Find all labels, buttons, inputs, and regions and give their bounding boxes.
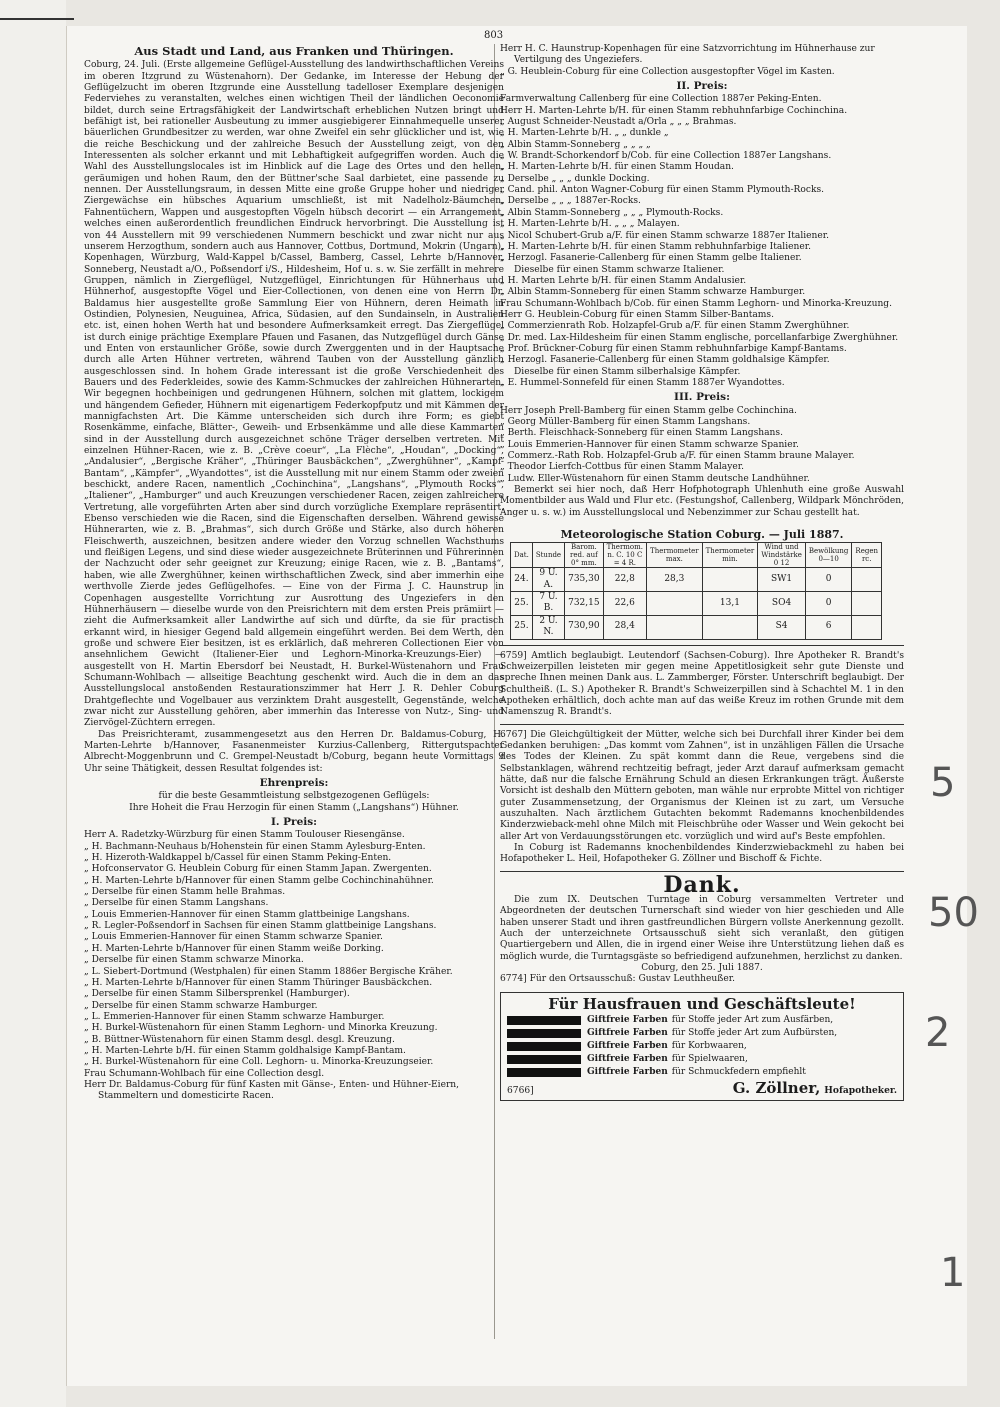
table-cell: 28,4	[603, 615, 646, 639]
prize2-heading: II. Preis:	[676, 80, 728, 93]
table-cell: 2 U. N.	[532, 615, 564, 639]
list-item: „ Albin Stamm-Sonneberg „ „ „ Plymouth-Rocks.	[500, 207, 724, 218]
list-item: „ H. Marten-Lehrte b/H. für einen Stamm rebhuhnfarbige Italiener.	[500, 241, 811, 252]
list-item: „ August Schneider-Neustadt a/Orla „ „ „ Brahmas.	[500, 117, 737, 128]
list-item: „ L. Emmerien-Hannover für einen Stamm schwarze Hamburger.	[84, 1011, 385, 1022]
list-item: „ Georg Müller-Bamberg für einen Stamm Langshans.	[500, 417, 751, 427]
page-edge	[0, 0, 66, 1407]
list-item: „ L. Siebert-Dortmund (Westphalen) für einen Stamm 1886er Bergische Kräher.	[84, 966, 453, 977]
table-cell: 28,3	[647, 568, 703, 592]
list-item: Frau Schumann-Wohlbach für eine Collection desgl.	[84, 1068, 325, 1079]
list-item: „ H. Bachmann-Neuhaus b/Hohenstein für einen Stamm Aylesburg-Enten.	[84, 841, 426, 852]
table-row	[511, 568, 882, 592]
list-item: „ H. Hizeroth-Waldkappel b/Cassel für einen Stamm Peking-Enten.	[84, 853, 392, 864]
column-header: Thermom. n. C. 10 C = 4 R.	[603, 543, 646, 568]
table-cell	[647, 592, 703, 616]
table-row	[511, 615, 882, 639]
prize2-list	[500, 94, 904, 389]
pencil-marginalia: 50	[928, 890, 979, 936]
list-item: „ H. Burkel-Wüstenahorn für eine Coll. Leghorn- u. Minorka-Kreuzungseier.	[84, 1057, 434, 1068]
page-edge-line	[0, 18, 74, 20]
table-cell: 6	[805, 615, 852, 639]
article-paragraph: Das Preisrichteramt, zusammengesetzt aus den Herren Dr. Baldamus-Coburg, H. Marten-Lehrte b/Hannover, Fasanenmeister Kurzius-Callenberg, Rittergutspachter Albrecht-Moggenbrunn und C. Grempel-Neustadt b/Coburg, begann heute Vormittags 9 Uhr seine Thätigkeit, dessen Resultat folgendes ist:	[84, 729, 504, 774]
left-column	[84, 44, 504, 1103]
column-header: Regen rc.	[852, 543, 882, 568]
prize3-list	[500, 406, 904, 485]
list-item: „ Nicol Schubert-Grub a/F. für einen Stamm schwarze 1887er Italiener.	[500, 230, 830, 241]
table-cell: 735,30	[565, 568, 604, 592]
prize1-list	[84, 830, 504, 1102]
list-item: Herr Dr. Baldamus-Coburg für fünf Kasten mit Gänse-, Enten- und Hühner-Eiern, Stammeltern und domesticirte Racen.	[84, 1079, 460, 1102]
ehrenpreis-line: Ihre Hoheit die Frau Herzogin für einen Stamm („Langshans“) Hühner.	[129, 802, 459, 813]
table-cell: SO4	[758, 592, 806, 616]
black-bar-ornament	[507, 1029, 581, 1038]
ehrenpreis-heading: Ehrenpreis:	[259, 777, 329, 789]
black-bar-ornament	[507, 1068, 581, 1077]
list-item: „ H. Marten-Lehrte b/H. für einen Stamm Houdan.	[500, 162, 734, 173]
weather-station-title: Meteorologische Station Coburg. — Juli 1887.	[560, 528, 844, 542]
table-cell	[852, 568, 882, 592]
table-cell: 732,15	[565, 592, 604, 616]
list-item: „ Derselbe „ „ „ dunkle Docking.	[500, 173, 650, 184]
list-item: Dieselbe für einen Stamm silberhalsige Kämpfer.	[514, 366, 741, 377]
dank-title: Dank.	[663, 871, 741, 898]
ad-brandt: 6759] Amtlich beglaubigt. Leutendorf (Sachsen-Coburg). Ihre Apotheker R. Brandt's Schweizerpillen leisteten mir gegen meine Appetitlosigkeit sehr gute Dienste und spreche Ihnen meinen Dank aus. L. Zammberger, Förster. Unterschrift beglaubigt. Der Schultheiß. (L. S.) Apotheker R. Brandt's Schweizerpillen sind à Schachtel M. 1 in den Apotheken erhältlich, doch achte man auf das weiße Kreuz im rothen Grunde mit dem Namenszug R. Brandt's.	[500, 650, 904, 718]
list-item: „ Albin Stamm-Sonneberg „ „ „ „	[500, 139, 651, 150]
list-item: „ Berth. Fleischhack-Sonneberg für einen Stamm Langshans.	[500, 428, 783, 439]
list-item: Frau Schumann-Wohlbach b/Cob. für einen Stamm Leghorn- und Minorka-Kreuzung.	[500, 298, 893, 309]
list-item: „ H. Marten-Lehrte b/Hannover für einen Stamm Thüringer Bausbäckchen.	[84, 977, 433, 988]
column-header: Bewölkung 0—10	[805, 543, 852, 568]
table-cell: 22,6	[603, 592, 646, 616]
column-header: Wind und Windstärke 0 12	[758, 543, 806, 568]
column-header: Dat.	[511, 543, 533, 568]
black-bar-ornament	[507, 1016, 581, 1025]
list-item: „ Commerzienrath Rob. Holzapfel-Grub a/F. für einen Stamm Zwerghühner.	[500, 321, 850, 332]
table-cell: 7 U. B.	[532, 592, 564, 616]
table-cell: 24.	[511, 568, 533, 592]
table-cell	[647, 615, 703, 639]
list-item: Herr G. Heublein-Coburg für einen Stamm Silber-Bantams.	[500, 309, 774, 320]
column-header: Barom. red. auf 0° mm.	[565, 543, 604, 568]
list-item: „ H. Marten-Lehrte b/H. „ „ „ Malayen.	[500, 219, 680, 230]
list-item: „ Prof. Brückner-Coburg für einen Stamm rebhuhnfarbige Kampf-Bantams.	[500, 343, 847, 354]
ad-vendor-role: Hofapotheker.	[824, 1085, 897, 1097]
list-item: Herr A. Radetzky-Würzburg für einen Stamm Toulouser Riesengänse.	[84, 830, 405, 841]
article-paragraph: Coburg, 24. Juli. (Erste allgemeine Geflügel-Ausstellung des landwirthschaftlichen Vereins im oberen Itzgrund zu Wüstenahorn). Der Gedanke, im Interesse der Hebung der Geflügelzucht im oberen Itzgrunde eine Ausstellung tadelloser Exemplare desjenigen Federviehes zu veranstalten, welches einen wichtigen Theil der ländlichen Oeconomie bildet, durch seine Ertragsfähigkeit der Landwirtschaft erheblichen Nutzen bringt und befähigt ist, bei rationeller Ausbeutung zu immer ausgiebigerer Einnahmequelle unserer bäuerlichen Grundbesitzer zu werden, war ohne Zweifel ein sehr glücklicher und ist, wie die reiche Beschickung und der zahlreiche Besuch der Ausstellung zeigt, von den Interessenten als solcher erkannt und mit Lebhaftigkeit aufgegriffen worden. Auch die Wahl des Ausstellungslocales ist im Hinblick auf die Lage des Ortes und den hellen, geräumigen und hohen Raum, den der Büttner'sche Saal darbietet, eine passende zu nennen. Der Ausstellungsraum, in dessen Mitte eine große Gruppe hoher und niedriger Ziergewächse ein hübsches Aquarium umschließt, ist mit Nadelholz-Bäumchen, Fahnentüchern, Wappen und ausgestopften Vögeln hübsch decorirt — ein Arrangement, welches einen außerordentlich freundlichen Eindruck hervorbringt. Die Ausstellung ist von 44 Ausstellern mit 99 verschiedenen Nummern beschickt und zwar nicht nur aus unserem Herzogthum, sondern auch aus Hannover, Cottbus, Dortmund, Mokrin (Ungarn), Kopenhagen, Würzburg, Wald-Kappel b/Cassel, Bamberg, Cassel, Lehrte b/Hannover, Sonneberg, Neustadt a/O., Poßsendorf i/S., Hildesheim, Hof u. s. w. Sie zerfällt in mehrere Gruppen, nämlich in Ziergeflügel, Nutzgeflügel, Einrichtungen für Hühnerhaus und Hühnerhof, ausgestopfte Vögel und Eier-Collectionen, von denen eine von Herrn Dr. Baldamus hier ausgestellte große Sammlung Eier von Hühnern, deren Heimath in Ostindien, Polynesien, Neuguinea, Africa, Südasien, auf den Sundainseln, in Australien etc. ist, einen hohen Werth hat und besondere Aufmerksamkeit erregt. Das Ziergeflügel ist durch einige prächtige Exemplare Pfauen und Fasanen, das Nutzgeflügel durch Gänse und Enten von erstaunlicher Größe, sowie durch Zwerggenten und in der Hauptsache durch alle Arten Hühner vertreten, während Tauben von der Ausstellung gänzlich ausgeschlossen sind. In hohem Grade interessant ist die große Verschiedenheit des Bauers und des Federkleides, sowie des Kamm-Schmuckes der zahlreichen Hühnerarten. Wir begegnen hochbeinigen und gedrungenen Hühnern, solchen mit glattem, lockigem und hängendem Gefieder, Hühnern mit eigenartigem Federkopfputz und mit Kämmen der mannigfachsten Art. Die Kämme unterscheiden sich durch ihre Form; es giebt Rosenkämme, einfache, Blätter-, Geweih- und Erbsenkämme und alle diese Kammarten sind in der Ausstellung durch ausgezeichnet schöne Träger derselben vertreten. Mit einzelnen Hühner-Racen, wie z. B. „Crève coeur“, „La Flèche“, „Houdan“, „Docking“, „Andalusier“, „Bergische Kräher“, „Thüringer Bausbäckchen“, „Zwerghühner“, „Kampf-Bantam“, „Kämpfer“, „Wyandottes“, ist die Ausstellung mit nur einem Stamm oder zweien beschickt, andere Racen, namentlich „Cochinchina“, „Langshans“, „Plymouth Rocks“, „Italiener“, „Hamburger“ und auch Kreuzungen verschiedener Racen, zeigen zahlreichere Vertretung, alle vorgeführten Arten aber sind durch vorzügliche Exemplare repräsentirt. Ebenso verschieden wie die Racen, sind die Eigenschaften derselben. Während gewisse Hühnerarten, wie z. B. „Brahmas“, sich durch Größe und Stärke, also durch höheren Fleischwerth, auszeichnen, besitzen andere wieder den Vorzug schnellen Wachsthums und fleißigen Legens, und sind diese wieder ausgezeichnete Brüterinnen und Führerinnen der Nachzucht oder sehr geeignet zur Kreuzung; einige Racen, wie z. B. „Bantams“, haben, wie alle Zwerghühner, keinen wirthschaftlichen Zweck, sind aber immerhin eine werthvolle Zierde jedes Geflügelhofes. — Eine von der Firma J. C. Haunstrup in Copenhagen ausgestellte Vorrichtung zur Ausrottung des Ungeziefers in den Hühnerhäusern — dieselbe wurde von den Preisrichtern mit dem ersten Preis prämiirt — zieht die Aufmerksamkeit aller Landwirthe auf sich und dürfte, da sie für practisch erkannt wird, in hiesiger Gegend bald allgemein eingeführt werden. Bei dem Werth, den große und schwere Eier besitzen, ist es erklärlich, daß mehreren Collectionen Eier von ansehnlichem Gewicht (Italiener-Eier und Leghorn-Minorka-Kreuzungs-Eier) — ausgestellt von H. Martin Ebersdorf bei Neustadt, H. Burkel-Wüstenahorn und Frau Schumann-Wohlbach — allseitige Beachtung geschenkt wird. Auch die in dem an das Ausstellungslocal anstoßenden Restaurationszimmer hat Herr J. R. Dehler Coburg Drahtgeflechte und Vogelbauer aus verzinktem Draht ausgestellt, Gegenstände, welche zwar nicht zur Ausstellung gehören, aber immerhin das Interesse von Nutz-, Sing- und Ziervögel-Züchtern erregen.	[84, 60, 504, 729]
dank-text: Die zum IX. Deutschen Turntage in Coburg versammelten Vertreter und Abgeordneten der deutschen Turnerschaft sind wieder von hier geschieden und Alle haben unserer Stadt und ihren gastfreundlichen Bürgern vollste Anerkennung gezollt. Auch der unterzeichnete Ortsausschuß sieht sich veranlaßt, den gütigen Quartiergebern und Allen, die in irgend einer Weise ihre Unterstützung liehen daß es möglich wurde, die Turntagsgäste so befriedigend aufzunehmen, herzlichst zu danken.	[500, 895, 904, 962]
list-item: „ Cand. phil. Anton Wagner-Coburg für einen Stamm Plymouth-Rocks.	[500, 185, 825, 196]
table-cell: S4	[758, 615, 806, 639]
list-item: „ H. Burkel-Wüstenahorn für einen Stamm Leghorn- und Minorka Kreuzung.	[84, 1023, 438, 1034]
prize3-heading: III. Preis:	[674, 391, 730, 404]
list-item: „ Commerz.-Rath Rob. Holzapfel-Grub a/F. für einen Stamm braune Malayer.	[500, 451, 855, 462]
ad-row: Giftfreie Farben für Stoffe jeder Art zum Ausfärben,	[507, 1014, 897, 1027]
table-cell: 730,90	[565, 615, 604, 639]
column-header: Thermometer max.	[647, 543, 703, 568]
ad-row: Giftfreie Farben für Korbwaaren,	[507, 1040, 897, 1053]
list-item: „ Louis Emmerien-Hannover für einen Stamm glattbeinige Langshans.	[84, 909, 410, 920]
list-item: „ Herzogl. Fasanerie-Callenberg für einen Stamm gelbe Italiener.	[500, 253, 802, 264]
table-row	[511, 592, 882, 616]
table-cell: 0	[805, 592, 852, 616]
table-header-row	[511, 543, 882, 568]
list-item: „ H. Marten-Lehrte b/H. für einen Stamm goldhalsige Kampf-Bantam.	[84, 1045, 406, 1056]
list-item: „ B. Büttner-Wüstenahorn für einen Stamm desgl. desgl. Kreuzung.	[84, 1034, 395, 1045]
list-item: „ Derselbe für einen Stamm Silbersprenkel (Hamburger).	[84, 989, 350, 1000]
list-item: „ Dr. med. Lax-Hildesheim für einen Stamm englische, porcellanfarbige Zwerghühner.	[500, 332, 899, 343]
list-item: „ H. Marten-Lehrte b/Hannover für einen Stamm weiße Dorking.	[84, 943, 384, 954]
table-cell: 9 U. A.	[532, 568, 564, 592]
column-header: Thermometer min.	[702, 543, 758, 568]
table-cell	[702, 615, 758, 639]
list-item: „ Louis Emmerien-Hannover für einen Stamm schwarze Spanier.	[500, 439, 799, 450]
list-item: „ R. Legler-Poßsendorf in Sachsen für einen Stamm glattbeinige Langshans.	[84, 921, 437, 932]
list-item: „ Herzogl. Fasanerie-Callenberg für einen Stamm goldhalsige Kämpfer.	[500, 355, 830, 366]
separator-rule	[500, 724, 904, 725]
table-cell: 22,8	[603, 568, 646, 592]
table-cell	[852, 615, 882, 639]
closing-paragraph: Bemerkt sei hier noch, daß Herr Hofphotograph Uhlenhuth eine große Auswahl Momentbilder aus Wald und Flur etc. (Festungshof, Callenberg, Wildpark Mönchröden, Anger u. s. w.) im Ausstellungslocal und Nebenzimmer zur Schau gestellt hat.	[500, 485, 904, 518]
weather-table	[510, 542, 882, 639]
list-item: Farmverwaltung Callenberg für eine Collection 1887er Peking-Enten.	[500, 94, 822, 105]
section-heading: Aus Stadt und Land, aus Franken und Thüringen.	[134, 44, 454, 58]
list-item: Herr H. C. Haunstrup-Kopenhagen für eine Satzvorrichtung im Hühnerhause zur Vertilgung des Ungeziefers.	[500, 44, 875, 66]
right-column	[500, 44, 904, 1101]
table-cell	[702, 568, 758, 592]
list-item: Herr Joseph Prell-Bamberg für einen Stamm gelbe Cochinchina.	[500, 405, 797, 416]
ad-rademann-vendors: In Coburg ist Rademanns knochenbildendes Kinderzwiebackmehl zu haben bei Hofapotheker L. Heil, Hofapotheker G. Zöllner und Bischoff & Fichte.	[500, 843, 904, 865]
ad-vendor-name: G. Zöllner,	[732, 1079, 821, 1098]
table-cell	[852, 592, 882, 616]
list-item: „ Derselbe für einen Stamm schwarze Hamburger.	[84, 1000, 318, 1011]
table-cell: 25.	[511, 615, 533, 639]
list-item: „ Theodor Lierfch-Cottbus für einen Stamm Malayer.	[500, 462, 744, 473]
table-cell: SW1	[758, 568, 806, 592]
pencil-marginalia: 1	[940, 1250, 966, 1296]
column-header: Stunde	[532, 543, 564, 568]
list-item: „ Derselbe für einen Stamm schwarze Minorka.	[84, 955, 304, 966]
pencil-marginalia: 5	[930, 760, 956, 806]
table-cell: 25.	[511, 592, 533, 616]
ad-row: Giftfreie Farben für Schmuckfedern empfiehlt	[507, 1066, 897, 1079]
list-item: „ H. Marten Lehrte b/H. für einen Stamm Andalusier.	[500, 275, 747, 286]
list-item: „ Derselbe für einen Stamm helle Brahmas.	[84, 887, 286, 898]
list-item: „ Hofconservator G. Heublein Coburg für einen Stamm Japan. Zwergenten.	[84, 864, 432, 875]
list-item: Herr H. Marten-Lehrte b/H. für einen Stamm rebhuhnfarbige Cochinchina.	[500, 105, 848, 116]
dank-signature: 6774] Für den Ortsausschuß: Gustav Leuthheußer.	[500, 974, 735, 985]
list-item: „ Albin Stamm-Sonneberg für einen Stamm schwarze Hamburger.	[500, 287, 806, 298]
list-item: „ W. Brandt-Schorkendorf b/Cob. für eine Collection 1887er Langshans.	[500, 151, 832, 162]
separator-rule	[500, 645, 904, 646]
ad-row: Giftfreie Farben für Spielwaaren,	[507, 1053, 897, 1066]
list-item: „ Louis Emmerien-Hannover für einen Stamm schwarze Spanier.	[84, 932, 383, 943]
ad-row: Giftfreie Farben für Stoffe jeder Art zum Aufbürsten,	[507, 1027, 897, 1040]
black-bar-ornament	[507, 1055, 581, 1064]
list-item: „ E. Hummel-Sonnefeld für einen Stamm 1887er Wyandottes.	[500, 377, 785, 388]
prize1-heading: I. Preis:	[270, 816, 318, 829]
dank-date: Coburg, den 25. Juli 1887.	[641, 963, 763, 974]
ad-rademann: 6767] Die Gleichgültigkeit der Mütter, welche sich bei Durchfall ihrer Kinder bei dem Gedanken beruhigen: „Das kommt vom Zahnen“, ist in unzähligen Fällen die Ursache des Todes der Kleinen. Zu spät kommt dann die Reue, vergebens sind die Selbstanklagen, während rechtzeitig befragt, jeder Arzt darauf aufmerksam gemacht hätte, daß nur die falsche Ernährung Schuld an diesen Erkrankungen trägt. Äußerste Vorsicht ist deshalb den Müttern geboten, man wähle nur erprobte Mittel von richtiger guter Zusammensetzung, der Organismus der Kleinen ist zu zart, um Versuche auszuhalten. Nach ärztlichem Gutachten bekommt Rademanns knochenbildendes Kinderzwieback-mehl ohne Milch mit Fleischbrühe oder Wasser und Wein gekocht bei aller Art von Verdauungsstörungen etc. vorzüglich und wird auf's Beste empfohlen.	[500, 729, 904, 842]
list-item: „ Derselbe für einen Stamm Langshans.	[84, 898, 269, 909]
list-item: „ H. Marten-Lehrte b/Hannover für einen Stamm gelbe Cochinchinahühner.	[84, 875, 434, 886]
list-item: Dieselbe für einen Stamm schwarze Italiener.	[514, 264, 725, 275]
list-item: „ Derselbe „ „ „ 1887er-Rocks.	[500, 196, 641, 207]
ad-code: 6766]	[507, 1086, 534, 1097]
list-item: „ Ludw. Eller-Wüstenahorn für einen Stamm deutsche Landhühner.	[500, 473, 810, 484]
table-cell: 0	[805, 568, 852, 592]
page-number: 803	[484, 30, 504, 41]
ehrenpreis-line: für die beste Gesammtleistung selbstgezogenen Geflügels:	[158, 791, 430, 802]
black-bar-ornament	[507, 1042, 581, 1051]
ad-zoellner-title: Für Hausfrauen und Geschäftsleute!	[548, 994, 856, 1013]
ad-zoellner-footer	[507, 1079, 897, 1098]
list-item: „ H. Marten-Lehrte b/H. „ „ dunkle „	[500, 128, 669, 139]
pencil-marginalia: 2	[925, 1010, 951, 1056]
table-cell: 13,1	[702, 592, 758, 616]
ad-zoellner	[500, 992, 904, 1102]
list-item: „ G. Heublein-Coburg für eine Collection ausgestopfter Vögel im Kasten.	[500, 66, 835, 77]
